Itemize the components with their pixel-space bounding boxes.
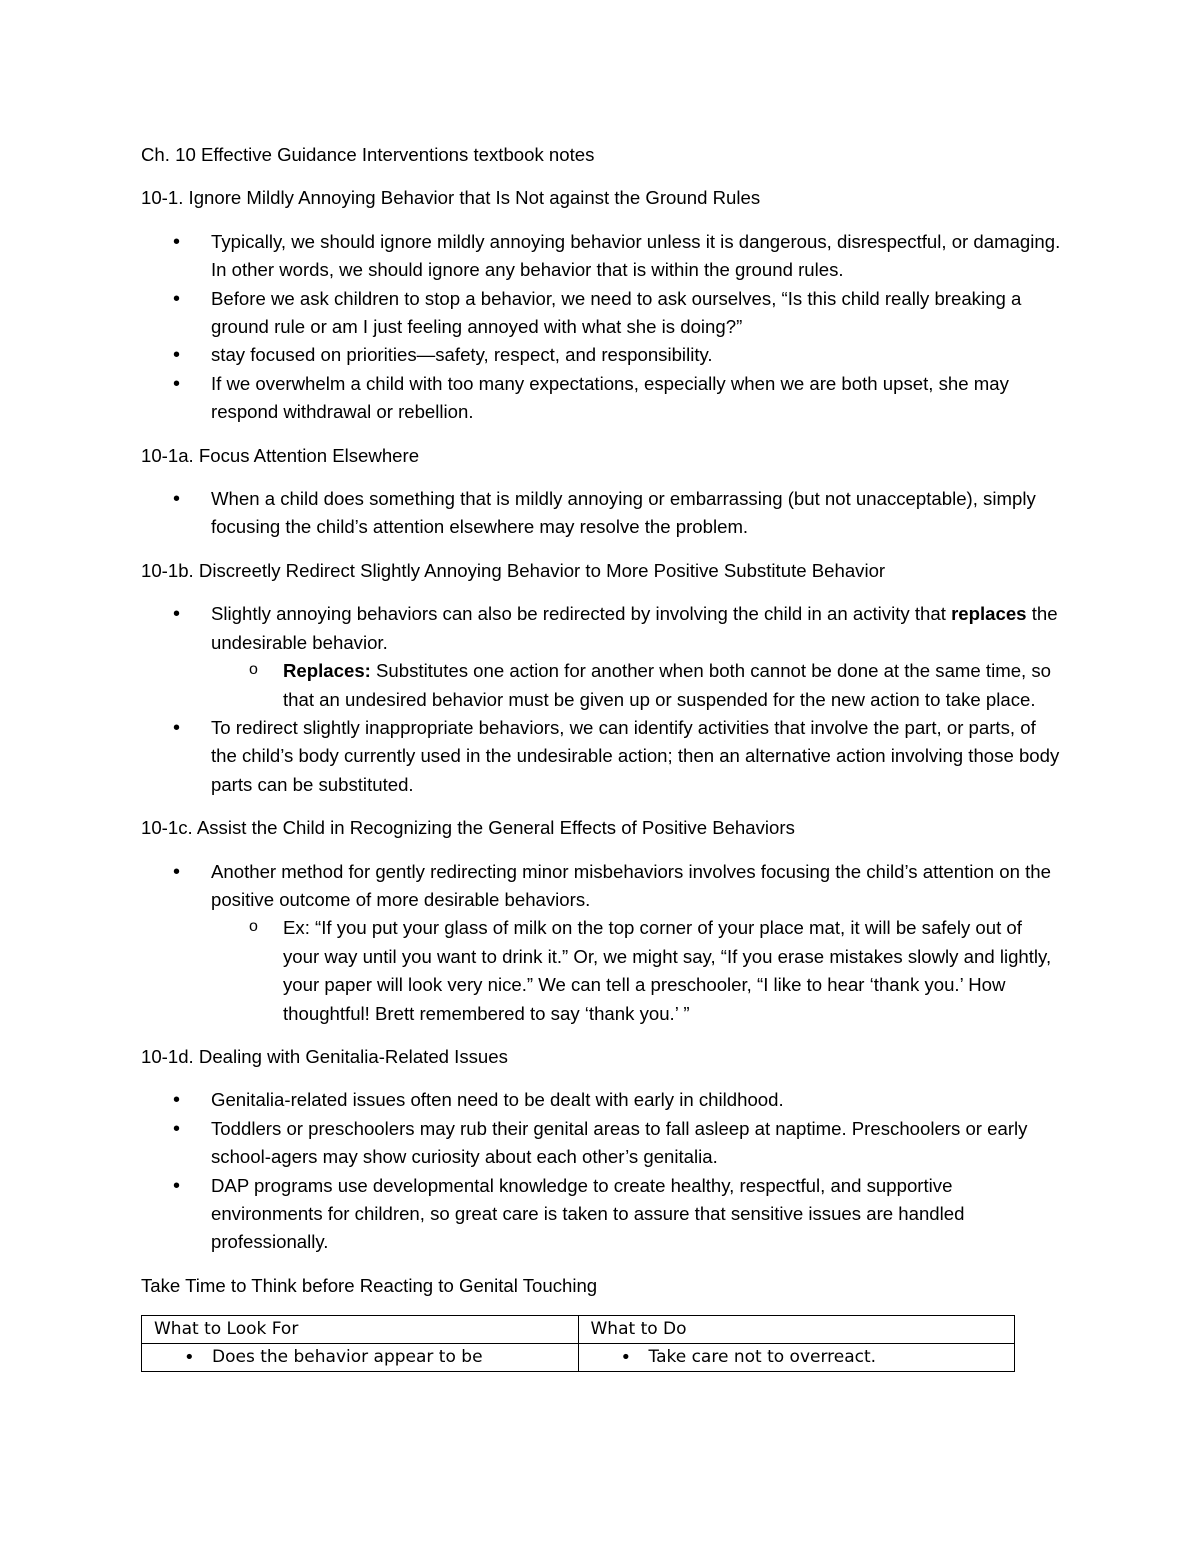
list-item: • When a child does something that is mildly annoying or embarrassing (but not unacceptable), simply focusing the child’s attention elsewhere may resolve the problem. [141,485,1061,542]
sub-list-item: o Ex: “If you put your glass of milk on the top corner of your place mat, it will be safely out of your way until you want to drink it.” Or, we might say, “If you erase mistakes slowly and lightly, your paper will look very nice.” We can tell a preschooler, “I like to hear ‘thank you.’ How thoughtful! Brett remembered to say ‘thank you.’ ” [211,914,1061,1028]
keyword-replaces: replaces [951,603,1027,625]
list-item: • Before we ask children to stop a behavior, we need to ask ourselves, “Is this child really breaking a ground rule or am I just feeling annoyed with what she is doing?” [141,285,1061,342]
table-cell: • Does the behavior appear to be [142,1344,579,1372]
sub-list-item [211,657,1061,714]
list-item-text: Another method for gently redirecting minor misbehaviors involves focusing the child’s attention on the positive outcome of more desirable behaviors. [211,860,1051,910]
definition-term: Replaces: [283,660,371,682]
list-item-text: the undesirable behavior. [211,603,1058,653]
list-item-text: Slightly annoying behaviors can also be redirected by involving the child in an activity that [211,603,946,625]
section-10-1a-list [141,485,1061,542]
section-10-1-list [141,228,1061,427]
list-item: • Toddlers or preschoolers may rub their genital areas to fall asleep at naptime. Preschoolers or early school-agers may show curiosity about each other’s genitalia. [141,1115,1061,1172]
table-header-cell: What to Look For [142,1316,579,1344]
table-heading: Take Time to Think before Reacting to Genital Touching [141,1274,598,1296]
definition-text: Substitutes one action for another when both cannot be done at the same time, so that an undesired behavior must be given up or suspended for the new action to take place. [283,660,1052,710]
table-header-cell: What to Do [578,1316,1015,1344]
document-title: Ch. 10 Effective Guidance Interventions textbook notes [141,144,595,165]
section-heading-10-1d: 10-1d. Dealing with Genitalia-Related Issues [141,1045,508,1067]
list-item: • Typically, we should ignore mildly annoying behavior unless it is dangerous, disrespectful, or damaging. In other words, we should ignore any behavior that is within the ground rules. [141,228,1061,285]
list-item: • If we overwhelm a child with too many expectations, especially when we are both upset, she may respond withdrawal or rebellion. [141,370,1061,427]
list-item: • Genitalia-related issues often need to be dealt with early in childhood. [141,1086,1061,1114]
section-10-1b-list [141,600,1061,799]
list-item [141,858,1061,1028]
guidance-table [141,1315,1015,1372]
section-heading-10-1: 10-1. Ignore Mildly Annoying Behavior that Is Not against the Ground Rules [141,187,761,209]
section-10-1d-list [141,1086,1061,1256]
sub-list [211,657,1061,714]
section-heading-10-1b: 10-1b. Discreetly Redirect Slightly Annoying Behavior to More Positive Substitute Behavior [141,559,886,581]
table-row [142,1344,1015,1372]
list-item: • DAP programs use developmental knowledge to create healthy, respectful, and supportive environments for children, so great care is taken to assure that sensitive issues are handled professionally. [141,1172,1061,1257]
table-header-row [142,1316,1015,1344]
section-10-1c-list [141,858,1061,1028]
section-heading-10-1a: 10-1a. Focus Attention Elsewhere [141,444,420,466]
sub-list [211,914,1061,1028]
list-item: • stay focused on priorities—safety, respect, and responsibility. [141,341,1061,369]
section-heading-10-1c: 10-1c. Assist the Child in Recognizing the General Effects of Positive Behaviors [141,817,795,839]
list-item: • To redirect slightly inappropriate behaviors, we can identify activities that involve the part, or parts, of the child’s body currently used in the undesirable action; then an alternative action involving those body parts can be substituted. [141,714,1061,799]
list-item [141,600,1061,714]
document-body [141,141,1061,1372]
table-cell: • Take care not to overreact. [578,1344,1015,1372]
